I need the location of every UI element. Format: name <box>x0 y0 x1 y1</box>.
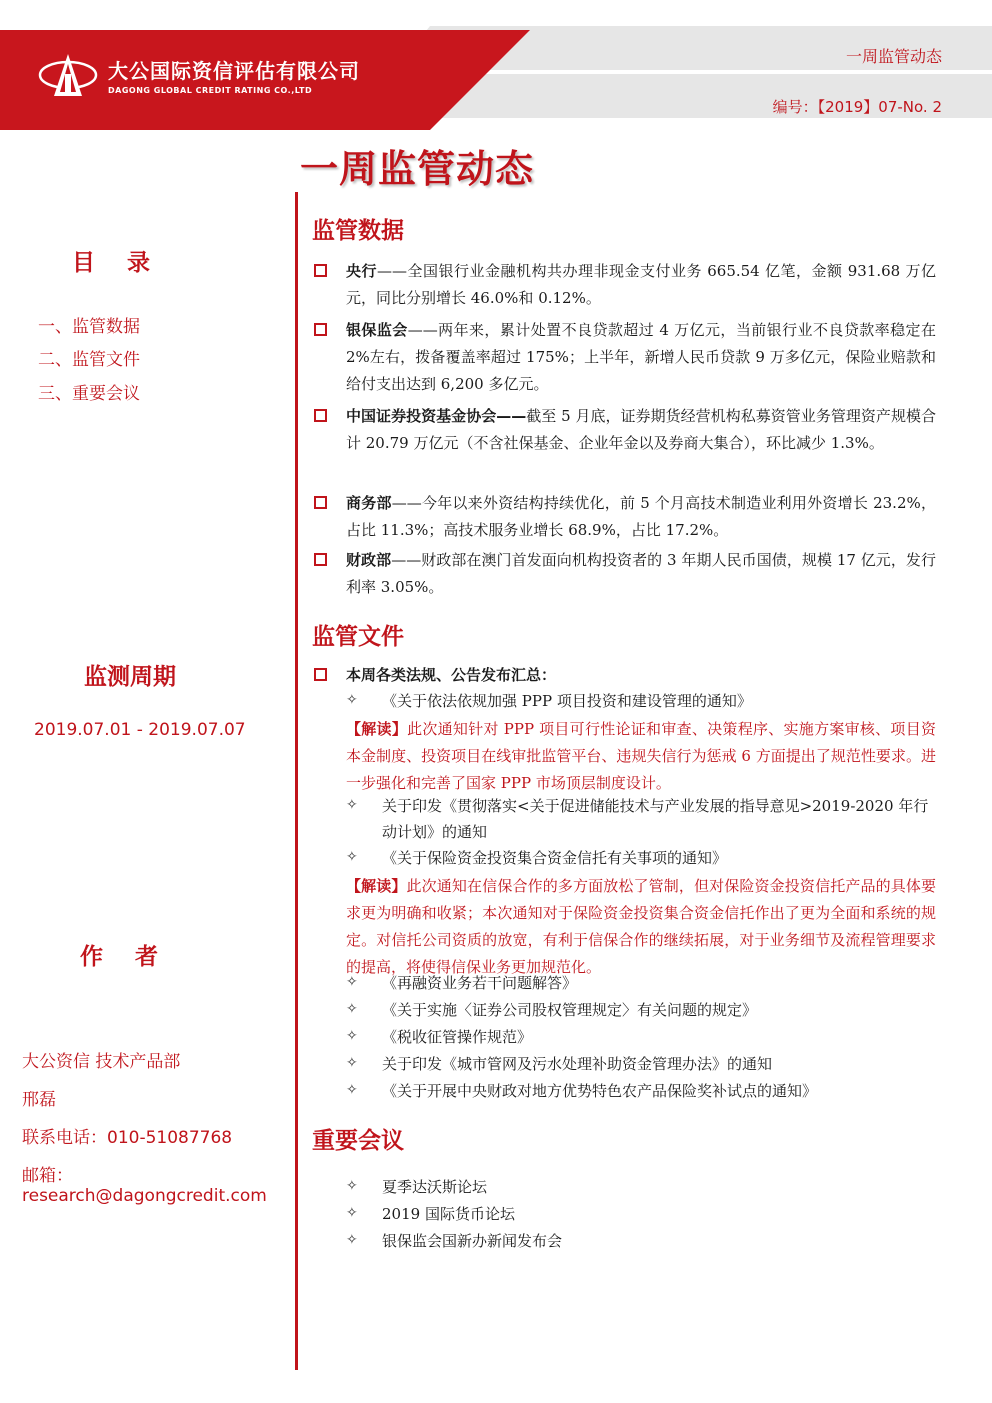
document-item[interactable]: 关于印发《城市管网及污水处理补助资金管理办法》的通知 <box>382 1055 773 1073</box>
data-item: 银保监会——两年来，累计处置不良贷款超过 4 万亿元，当前银行业不良贷款率稳定在 2%左右，拨备覆盖率超过 175%；上半年，新增人民币贷款 9 万多亿元，保险业赔款和给付支出达到 6,200 多亿元。 <box>346 321 936 393</box>
diamond-bullet-icon: ✧ <box>346 692 358 708</box>
period-title: 监测周期 <box>84 664 176 690</box>
author-department: 大公资信 技术产品部 <box>22 1052 181 1072</box>
square-bullet-icon <box>314 264 327 277</box>
diamond-bullet-icon: ✧ <box>346 1001 358 1017</box>
square-bullet-icon <box>314 409 327 422</box>
document-item[interactable]: 《关于开展中央财政对地方优势特色农产品保险奖补试点的通知》 <box>382 1082 818 1100</box>
document-item[interactable]: 《再融资业务若干问题解答》 <box>382 974 578 992</box>
interpretation-note: 【解读】此次通知在信保合作的多方面放松了管制，但对保险资金投资信托产品的具体要求更为明确和收紧；本次通知对于保险资金投资集合资金信托作出了更为全面和系统的规定。对信托公司资质的放宽，有利于信保合作的继续拓展，对于业务细节及流程管理要求的提高，将使得信保业务更加规范化。 <box>346 877 936 976</box>
square-bullet-icon <box>314 323 327 336</box>
author-name: 邢磊 <box>22 1090 56 1110</box>
diamond-bullet-icon: ✧ <box>346 1232 358 1248</box>
data-item: 商务部——今年以来外资结构持续优化，前 5 个月高技术制造业利用外资增长 23.2%，占比 11.3%；高技术服务业增长 68.9%，占比 17.2%。 <box>346 494 936 539</box>
dagong-logo-icon <box>36 52 100 98</box>
company-logo <box>36 52 360 98</box>
toc-item-2[interactable]: 二、监管文件 <box>38 350 140 370</box>
meeting-item: 银保监会国新办新闻发布会 <box>382 1232 563 1250</box>
report-type: 一周监管动态 <box>845 47 942 66</box>
document-item[interactable]: 《关于依法依规加强 PPP 项目投资和建设管理的通知》 <box>382 692 752 710</box>
section-heading-documents: 监管文件 <box>312 624 404 650</box>
diamond-bullet-icon: ✧ <box>346 1028 358 1044</box>
documents-intro: 本周各类法规、公告发布汇总： <box>346 666 557 684</box>
square-bullet-icon <box>314 496 327 509</box>
diamond-bullet-icon: ✧ <box>346 797 358 813</box>
document-item[interactable]: 关于印发《贯彻落实<关于促进储能技术与产业发展的指导意见>2019-2020 年行动计划》的通知 <box>382 797 929 841</box>
document-item[interactable]: 《关于保险资金投资集合资金信托有关事项的通知》 <box>382 849 728 867</box>
meeting-item: 夏季达沃斯论坛 <box>382 1178 488 1196</box>
diamond-bullet-icon: ✧ <box>346 1205 358 1221</box>
data-item: 中国证券投资基金协会——截至 5 月底，证券期货经营机构私募资管业务管理资产规模合计 20.79 万亿元（不含社保基金、企业年金以及券商大集合），环比减少 1.3%。 <box>346 407 936 452</box>
data-item: 财政部——财政部在澳门首发面向机构投资者的 3 年期人民币国债，规模 17 亿元，发行利率 3.05%。 <box>346 551 936 596</box>
author-phone: 联系电话：010-51087768 <box>22 1128 233 1148</box>
monitoring-period: 2019.07.01 - 2019.07.07 <box>34 720 246 740</box>
toc-title: 目 录 <box>72 250 151 276</box>
square-bullet-icon <box>314 553 327 566</box>
section-heading-data: 监管数据 <box>312 218 404 244</box>
toc-item-3[interactable]: 三、重要会议 <box>38 384 140 404</box>
company-name-en: DAGONG GLOBAL CREDIT RATING CO.,LTD <box>108 86 313 95</box>
diamond-bullet-icon: ✧ <box>346 1178 358 1194</box>
data-item: 央行——全国银行业金融机构共办理非现金支付业务 665.54 亿笔，金额 931.68 万亿元，同比分别增长 46.0%和 0.12%。 <box>346 262 936 307</box>
toc-item-1[interactable]: 一、监管数据 <box>38 317 140 337</box>
section-heading-meetings: 重要会议 <box>312 1128 404 1154</box>
meeting-item: 2019 国际货币论坛 <box>382 1205 515 1223</box>
diamond-bullet-icon: ✧ <box>346 1082 358 1098</box>
document-item[interactable]: 《关于实施〈证券公司股权管理规定〉有关问题的规定》 <box>382 1001 758 1019</box>
report-number: 编号：【2019】07-No. 2 <box>772 98 942 116</box>
vertical-divider <box>295 192 298 1370</box>
author-title: 作 者 <box>80 944 159 970</box>
square-bullet-icon <box>314 668 327 681</box>
page-title: 一周监管动态 <box>300 147 535 191</box>
diamond-bullet-icon: ✧ <box>346 1055 358 1071</box>
author-email[interactable]: 邮箱：research@dagongcredit.com <box>22 1166 267 1206</box>
document-item[interactable]: 《税收征管操作规范》 <box>382 1028 533 1046</box>
diamond-bullet-icon: ✧ <box>346 849 358 865</box>
diamond-bullet-icon: ✧ <box>346 974 358 990</box>
company-name-cn: 大公国际资信评估有限公司 <box>108 59 360 83</box>
interpretation-note: 【解读】此次通知针对 PPP 项目可行性论证和审查、决策程序、实施方案审核、项目资本金制度、投资项目在线审批监管平台、违规失信行为惩戒 6 方面提出了规范性要求。进一步强化和完善了国家 PPP 市场顶层制度设计。 <box>346 720 936 792</box>
